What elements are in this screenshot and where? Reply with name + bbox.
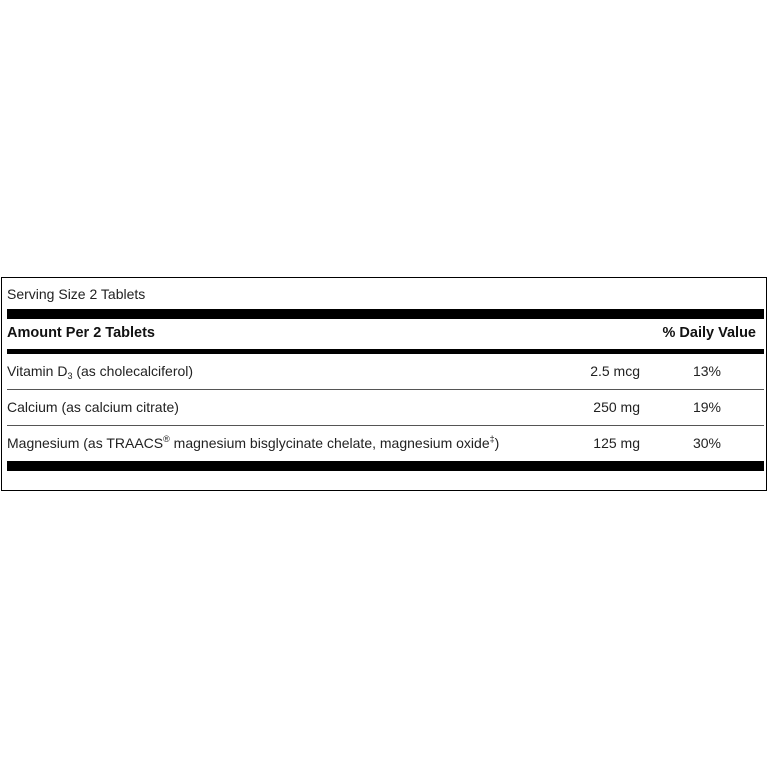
thick-divider-bottom — [7, 461, 764, 471]
supplement-facts-panel — [1, 277, 767, 491]
thick-divider-header — [7, 349, 764, 354]
nutrient-amount: 125 mg — [593, 435, 640, 451]
serving-size: Serving Size 2 Tablets — [7, 286, 146, 302]
nutrient-amount: 2.5 mcg — [590, 363, 640, 379]
nutrient-name: Magnesium (as TRAACS® magnesium bisglycinate chelate, magnesium oxide‡) — [7, 434, 500, 451]
nutrient-daily-value: 30% — [692, 435, 721, 451]
table-row — [7, 355, 764, 390]
nutrient-daily-value: 19% — [692, 399, 721, 415]
table-row — [7, 391, 764, 426]
nutrient-name: Calcium (as calcium citrate) — [7, 399, 179, 415]
nutrient-amount: 250 mg — [593, 399, 640, 415]
daily-value-label: % Daily Value — [662, 325, 756, 341]
table-row — [7, 427, 764, 462]
nutrient-daily-value: 13% — [692, 363, 721, 379]
nutrient-name: Vitamin $D_3$ (as cholecalciferol) — [7, 363, 194, 381]
amount-per-serving-label: Amount Per 2 Tablets — [7, 325, 155, 341]
table-header — [7, 325, 764, 345]
row-divider — [7, 389, 764, 390]
row-divider — [7, 425, 764, 426]
thick-divider-top — [7, 309, 764, 319]
